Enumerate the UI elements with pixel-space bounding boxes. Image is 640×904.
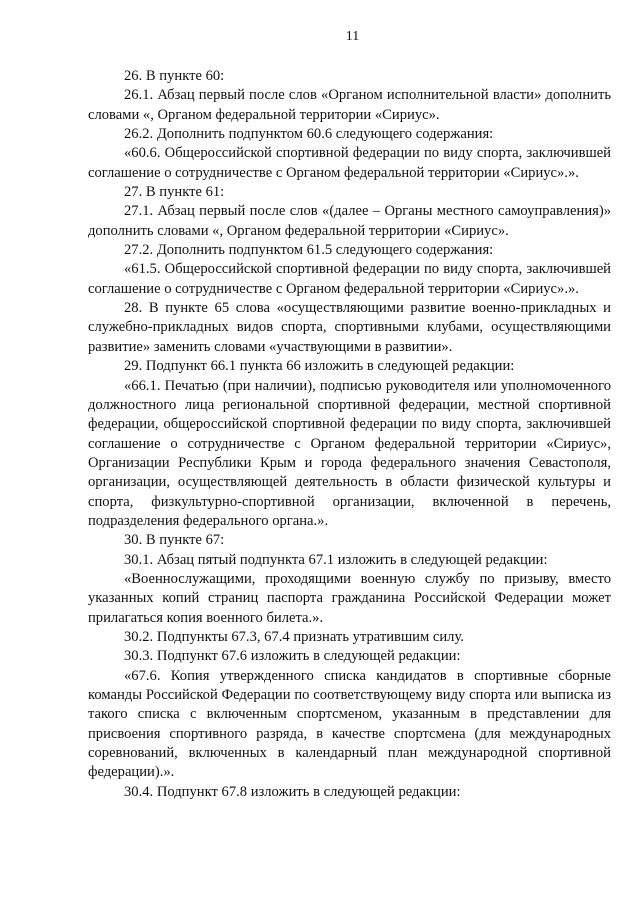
document-body — [88, 67, 611, 802]
paragraph: 28. В пункте 65 слова «осуществляющими развитие военно-прикладных и служебно-прикладных видов спорта, спортивными клубами, осуществляющими развитие» заменить словами «участвующими в развитии». — [88, 300, 611, 355]
paragraph: 29. Подпункт 66.1 пункта 66 изложить в следующей редакции: — [124, 358, 515, 375]
paragraph: «Военнослужащими, проходящими военную службу по призыву, вместо указанных копий страниц паспорта гражданина Российской Федерации может прилагаться копия военного билета.». — [88, 570, 611, 626]
paragraph: 30.2. Подпункты 67.3, 67.4 признать утратившим силу. — [124, 628, 464, 645]
paragraph: «61.5. Общероссийской спортивной федерации по виду спорта, заключившей соглашение о сотрудничестве с Органом федеральной территории «Сириус».». — [88, 261, 611, 297]
paragraph: 27. В пункте 61: — [124, 184, 225, 201]
paragraph: 30.1. Абзац пятый подпункта 67.1 изложить в следующей редакции: — [124, 551, 548, 568]
paragraph: 26. В пункте 60: — [124, 68, 225, 84]
paragraph: 30. В пункте 67: — [124, 532, 225, 549]
paragraph: 30.3. Подпункт 67.6 изложить в следующей редакции: — [124, 648, 461, 665]
page-number: 11 — [345, 29, 360, 44]
paragraph: 30.4. Подпункт 67.8 изложить в следующей редакции: — [124, 783, 461, 800]
paragraph: «67.6. Копия утвержденного списка кандидатов в спортивные сборные команды Российской Федерации по соответствующему виду спорта или выписка из такого списка с включенным спортсменом, указанным в представлении для присвоения спортивного разряда, в качестве спортсмена (для международных соревнований, включенных в календарный план международной спортивной федерации).». — [88, 667, 611, 781]
paragraph: 26.1. Абзац первый после слов «Органом исполнительной власти» дополнить словами «, Органом федеральной территории «Сириус». — [88, 87, 611, 123]
paragraph: «66.1. Печатью (при наличии), подписью руководителя или уполномоченного должностного лица региональной спортивной федерации, местной спортивной федерации, общероссийской спортивной федерации по виду спорта, заключившей соглашение о сотрудничестве с Органом федеральной территории «Сириус», Организации Республики Крым и города федерального значения Севастополя, организации, осуществляющей деятельность в области физической культуры и спорта, физкультурно-спортивной организации, включенной в перечень, подразделения федерального органа.». — [88, 377, 611, 529]
paragraph: 27.2. Дополнить подпунктом 61.5 следующего содержания: — [124, 242, 494, 259]
paragraph: 27.1. Абзац первый после слов «(далее – Органы местного самоуправления)» дополнить словами «, Органом федеральной территории «Сириус». — [88, 203, 611, 239]
paragraph: 26.2. Дополнить подпунктом 60.6 следующего содержания: — [124, 126, 494, 143]
paragraph: «60.6. Общероссийской спортивной федерации по виду спорта, заключившей соглашение о сотрудничестве с Органом федеральной территории «Сириус».». — [88, 145, 611, 181]
